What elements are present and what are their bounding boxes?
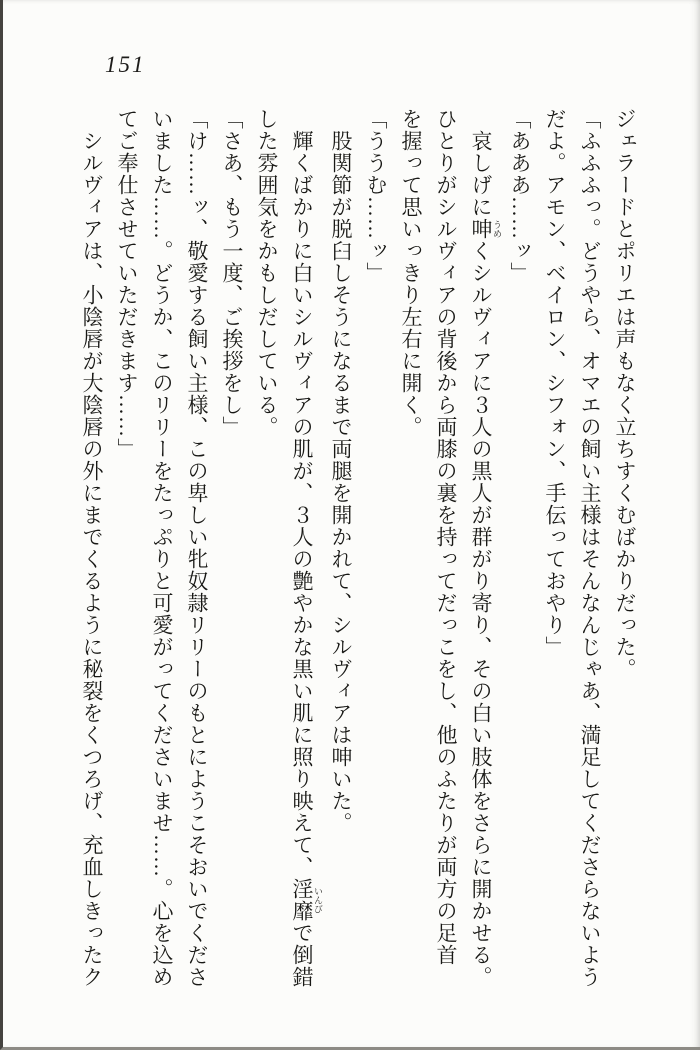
text-column: を握って思いっきり左右に開く。 (399, 108, 423, 438)
text-column: シルヴィアは、小陰唇が大陰唇の外にまでくるように秘裂をくつろげ、充血しきったク (80, 130, 104, 988)
text-area (74, 108, 642, 994)
ruby-annotated-word: 淫靡 いんび (290, 878, 323, 922)
text-column: いました……。どうか、このリリーをたっぷりと可愛がってくださいませ……。心を込め (150, 108, 174, 988)
text-column: 「ううむ……ッ」 (364, 108, 388, 284)
page-number: 151 (105, 52, 146, 77)
text-column: 「け……ッ、敬愛する飼い主様、この卑しい牝奴隷リリーのもとにようこそおいでくださ (185, 108, 209, 988)
text-column: 股関節が脱臼しそうになるまで両腿を開かれて、シルヴィアは呻いた。 (329, 130, 353, 834)
text-column: ジェラードとポリエは声もなく立ちすくむばかりだった。 (613, 108, 637, 680)
text-column: てご奉仕させていただきます……」 (115, 108, 139, 460)
text-column: 輝くばかりに白いシルヴィアの肌が、３人の艶やかな黒い肌に照り映えて、淫靡 いんびで倒錯 (290, 130, 323, 988)
text-column: 「あああ……ッ」 (508, 108, 532, 284)
text-column: 「ふふふっ。どうやら、オマエの飼い主様はそんなんじゃあ、満足してくださらないよう (578, 108, 602, 988)
text-column: だよ。アモン、ベイロン、シフォン、手伝っておやり」 (543, 108, 567, 658)
text-column: した雰囲気をかもしだしている。 (255, 108, 279, 438)
text-column: 「さあ、もう一度、ご挨拶をし」 (220, 108, 244, 438)
text-column: ひとりがシルヴィアの背後から両膝の裏を持ってだっこをし、他のふたりが両方の足首 (434, 108, 458, 966)
text-column: 哀しげに呻 うめくシルヴィアに３人の黒人が群がり寄り、その白い肢体をさらに開かせる。 (469, 130, 502, 988)
ruby-annotated-word: 呻 うめ (469, 218, 502, 240)
